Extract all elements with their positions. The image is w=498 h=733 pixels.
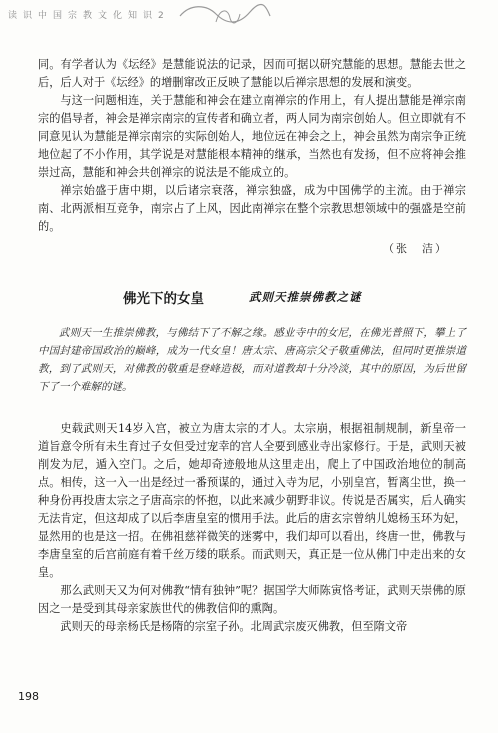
prev-paragraph-2: 与这一问题相连，关于慧能和神会在建立南禅宗的作用上，有人提出慧能是禅宗南宗的倡导者，神会是禅宗南宗的宣传者和确立者，两人同为南宗创始人。但立即就有不同意见认为慧能是禅宗南宗的实际创始人，地位远在神会之上，神会虽然为南宗争正统地位起了不小作用，其学说是对慧能根本精神的继承，当然也有发扬，但不应将神会推崇过高，慧能和神会共创禅宗的说法是不能成立的。	[38, 94, 466, 179]
prev-paragraph-3: 禅宗始盛于唐中期，以后诸宗衰落，禅宗独盛，成为中国佛学的主流。由于禅宗南、北两派相互竞争，南宗占了上风，因此南禅宗在整个宗教思想领域中的强盛是空前的。	[38, 184, 466, 233]
prev-paragraph-1: 同。有学者认为《坛经》是慧能说法的记录，因而可据以研究慧能的思想。慧能去世之后，后人对于《坛经》的增删窜改正反映了慧能以后禅宗思想的发展和演变。	[38, 58, 466, 89]
body-paragraph-3: 武则天的母亲杨氏是杨隋的宗室子孙。北周武宗废灭佛教，但至隋文帝	[60, 620, 408, 633]
section-body	[38, 420, 466, 636]
running-title: 读识中国宗教文化知识2	[8, 11, 170, 21]
section-heading	[38, 287, 466, 309]
section-lead: 武则天一生推崇佛教，与佛结下了不解之缘。感业寺中的女尼，在佛光普照下，攀上了中国封建帝国政治的巅峰，成为一代女皇！唐太宗、唐高宗父子敬重佛法，但同时更推崇道教，到了武则天，对佛教的敬重是登峰造极，而对道教却十分冷淡，其中的原因，为后世留下了一个难解的谜。	[38, 327, 466, 393]
page-content	[38, 56, 466, 636]
section-subtitle: 武则天推崇佛教之谜	[249, 290, 362, 304]
page-number: 198	[18, 690, 39, 703]
section-title: 佛光下的女皇	[123, 291, 204, 307]
body-paragraph-1: 史载武则天14岁入宫，被立为唐太宗的才人。太宗崩，根据祖制规制，新皇帝一道旨意令所有未生育过子女但受过宠幸的宫人全要到感业寺出家修行。于是，武则天被削发为尼，遁入空门。之后，她却奇迹般地从这里走出，爬上了中国政治地位的制高点。相传，这一入一出是经过一番预谋的，通过入寺为尼，小别皇宫，暂离尘世，换一种身份再投唐太宗之子唐高宗的怀抱，以此来减少朝野非议。传说是否属实，后人确实无法肯定，但这却成了以后李唐皇室的惯用手法。此后的唐玄宗曾纳儿媳杨玉环为妃，显然用的也是这一招。在佛祖慈祥微笑的迷雾中，我们却可以看出，终唐一世，佛教与李唐皇室的后宫前庭有着千丝万缕的联系。而武则天，真正是一位从佛门中走出来的女皇。	[38, 422, 466, 579]
body-paragraph-2: 那么武则天又为何对佛教“情有独钟”呢？据国学大师陈寅恪考证，武则天崇佛的原因之一是受到其母亲家族世代的佛教信仰的熏陶。	[38, 584, 466, 615]
running-header	[8, 2, 308, 32]
header-flourish-icon	[176, 2, 272, 30]
author-credit: （张 洁）	[383, 242, 448, 255]
